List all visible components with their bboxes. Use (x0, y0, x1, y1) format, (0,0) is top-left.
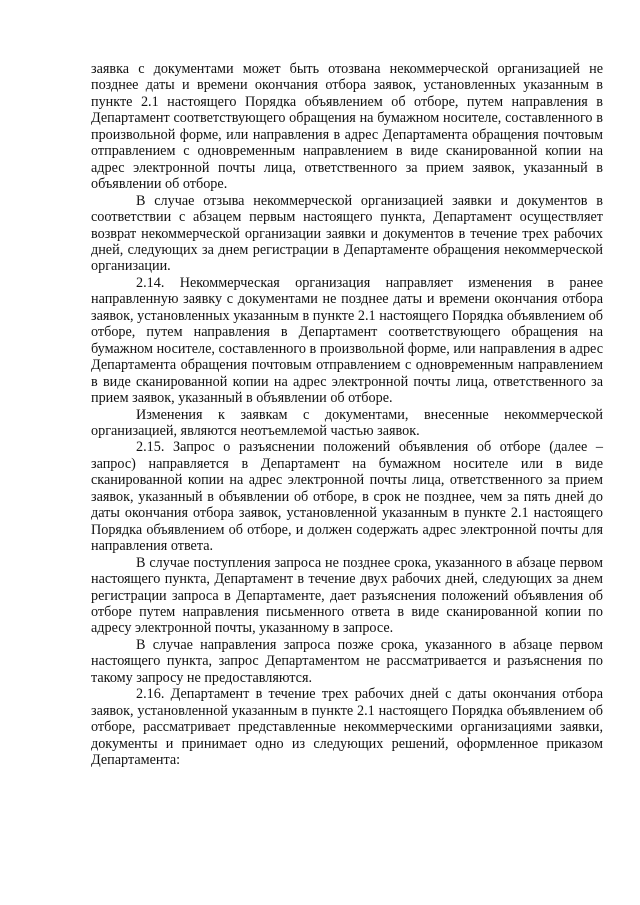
paragraph-2-14: 2.14. Некоммерческая организация направляет изменения в ранее направленную заявку с документами не позднее даты и времени окончания отбора заявок, установленных указанным в пункте 2.1 настоящего Порядка объявлением об отборе, путем направления в Департамент соответствующего обращения на бумажном носителе, составленного в произвольной форме, или направления в адрес Департамента обращения почтовым отправлением с одновременным направлением в виде сканированной копии на адрес электронной почты лица, ответственного за прием заявок, указанный в объявлении об отборе. (91, 274, 603, 407)
document-page (91, 61, 603, 768)
paragraph-changes-part-of-application: Изменения к заявкам с документами, внесенные некоммерческой организацией, являются неотъемлемой частью заявок. (91, 406, 603, 439)
paragraph-2-15: 2.15. Запрос о разъяснении положений объявления об отборе (далее – запрос) направляется в Департамент на бумажном носителе или в виде сканированной копии на адрес электронной почты лица, ответственного за прием заявок, указанный в объявлении об отборе, в срок не позднее, чем за пять дней до даты окончания отбора заявок, установленной указанным в пункте 2.1 настоящего Порядка объявлением об отборе, и должен содержать адрес электронной почты для направления ответа. (91, 439, 603, 555)
paragraph-request-late: В случае направления запроса позже срока, указанного в абзаце первом настоящего пункта, запрос Департаментом не рассматривается и разъяснения по такому запросу не предоставляются. (91, 636, 603, 686)
paragraph-2-16: 2.16. Департамент в течение трех рабочих дней с даты окончания отбора заявок, установленной указанным в пункте 2.1 настоящего Порядка объявлением об отборе, рассматривает представленные некоммерческими организациями заявки, документы и принимает одно из следующих решений, оформленное приказом Департамента: (91, 686, 603, 769)
paragraph-withdrawal-return: В случае отзыва некоммерческой организацией заявки и документов в соответствии с абзацем первым настоящего пункта, Департамент осуществляет возврат некоммерческой организации заявки и документов в течение трех рабочих дней, следующих за днем регистрации в Департаменте обращения некоммерческой организации. (91, 192, 603, 275)
paragraph-request-answered: В случае поступления запроса не позднее срока, указанного в абзаце первом настоящего пункта, Департамент в течение двух рабочих дней, следующих за днем регистрации запроса в Департаменте, дает разъяснения положений объявления об отборе путем направления письменного ответа в виде сканированной копии по адресу электронной почты, указанному в запросе. (91, 554, 603, 637)
paragraph-withdrawal-continued: заявка с документами может быть отозвана некоммерческой организацией не позднее даты и времени окончания отбора заявок, установленных указанным в пункте 2.1 настоящего Порядка объявлением об отборе, путем направления в Департамент соответствующего обращения на бумажном носителе, составленного в произвольной форме, или направления в адрес Департамента обращения почтовым отправлением с одновременным направлением в виде сканированной копии на адрес электронной почты лица, ответственного за прием заявок, указанный в объявлении об отборе. (91, 61, 603, 193)
